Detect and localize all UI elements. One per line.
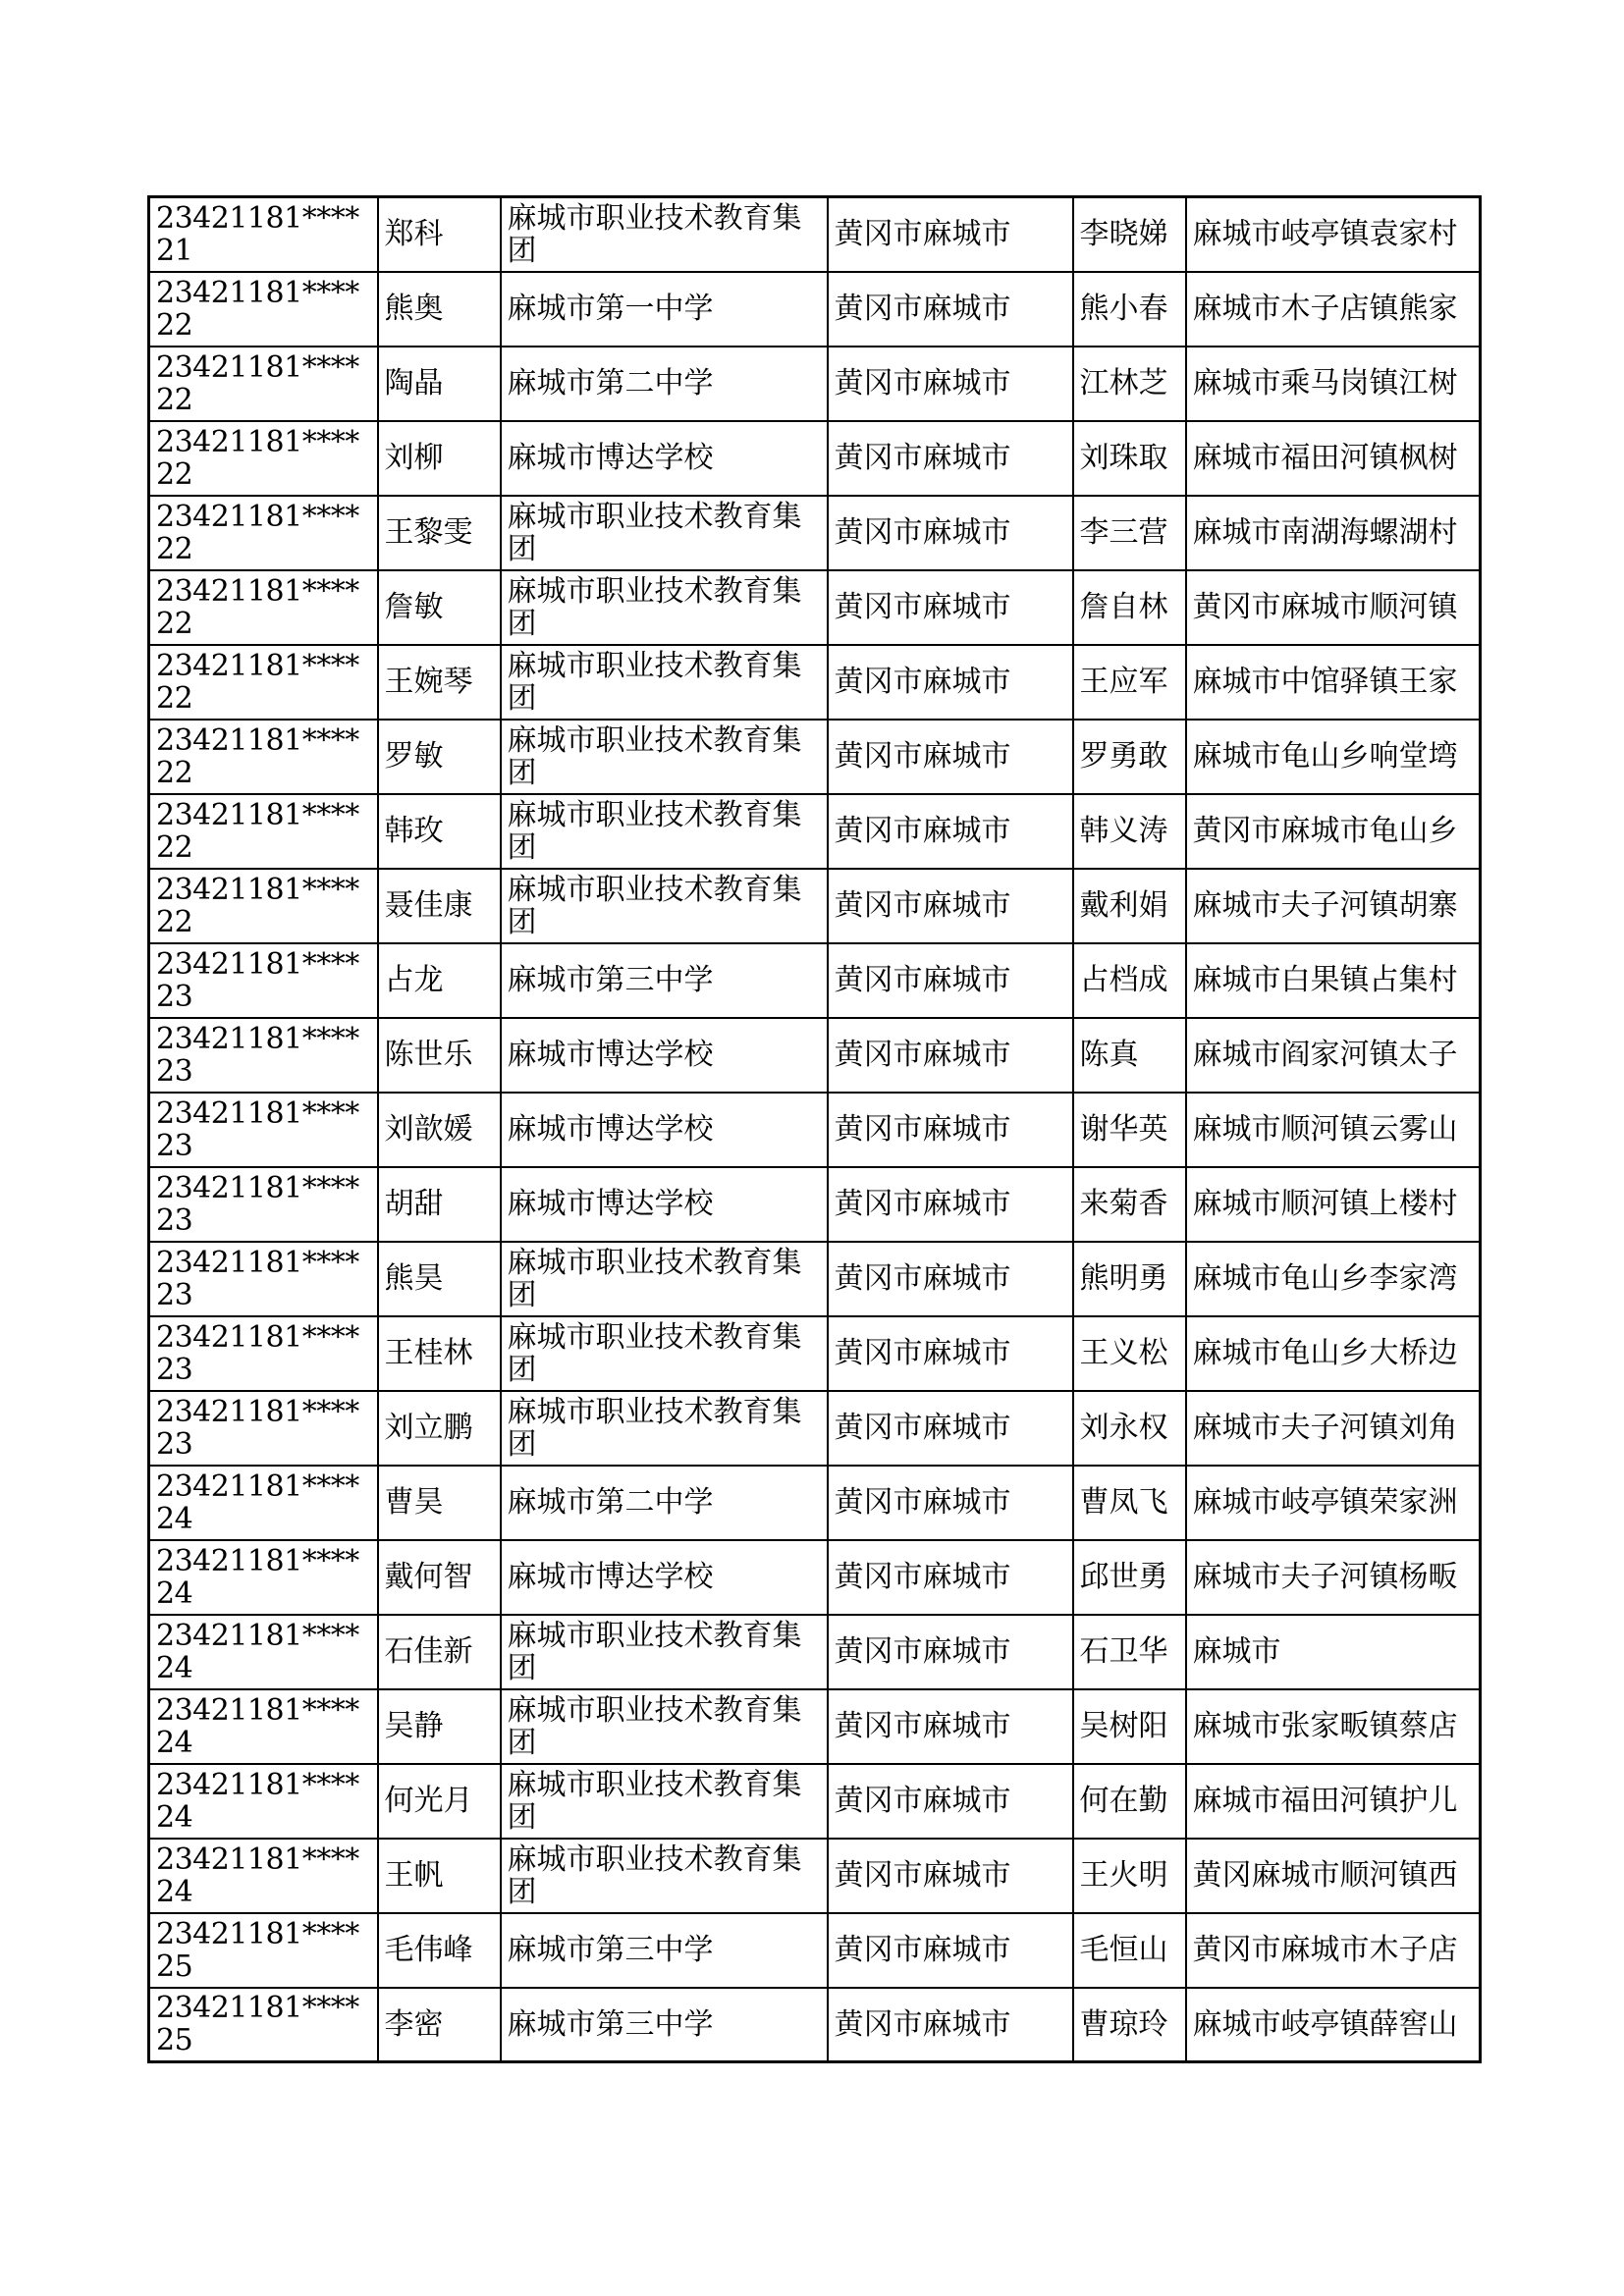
school-cell: 麻城市第一中学 bbox=[501, 272, 828, 347]
school-cell: 麻城市第二中学 bbox=[501, 347, 828, 421]
student-name-cell: 曹昊 bbox=[378, 1466, 501, 1540]
roster-table bbox=[147, 195, 1482, 2063]
table-row bbox=[149, 1839, 1481, 1913]
address-cell: 麻城市 bbox=[1186, 1615, 1481, 1689]
student-name-cell: 石佳新 bbox=[378, 1615, 501, 1689]
student-name-cell: 占龙 bbox=[378, 943, 501, 1018]
student-id-cell: 23421181****23 bbox=[149, 1242, 378, 1316]
school-cell: 麻城市职业技术教育集团 bbox=[501, 1391, 828, 1466]
school-cell: 麻城市职业技术教育集团 bbox=[501, 1689, 828, 1764]
region-cell: 黄冈市麻城市 bbox=[828, 1839, 1073, 1913]
student-name-cell: 王婉琴 bbox=[378, 645, 501, 720]
address-cell: 麻城市夫子河镇胡寨 bbox=[1186, 869, 1481, 943]
guardian-name-cell: 邱世勇 bbox=[1073, 1540, 1186, 1615]
region-cell: 黄冈市麻城市 bbox=[828, 496, 1073, 570]
table-row bbox=[149, 1242, 1481, 1316]
region-cell: 黄冈市麻城市 bbox=[828, 570, 1073, 645]
guardian-name-cell: 吴树阳 bbox=[1073, 1689, 1186, 1764]
region-cell: 黄冈市麻城市 bbox=[828, 1242, 1073, 1316]
student-id-cell: 23421181****22 bbox=[149, 347, 378, 421]
student-id-cell: 23421181****24 bbox=[149, 1764, 378, 1839]
school-cell: 麻城市博达学校 bbox=[501, 1018, 828, 1093]
address-cell: 黄冈市麻城市顺河镇 bbox=[1186, 570, 1481, 645]
table-row bbox=[149, 1316, 1481, 1391]
region-cell: 黄冈市麻城市 bbox=[828, 869, 1073, 943]
student-id-cell: 23421181****22 bbox=[149, 869, 378, 943]
student-name-cell: 吴静 bbox=[378, 1689, 501, 1764]
address-cell: 麻城市白果镇占集村 bbox=[1186, 943, 1481, 1018]
school-cell: 麻城市职业技术教育集团 bbox=[501, 794, 828, 869]
table-row bbox=[149, 1615, 1481, 1689]
student-name-cell: 刘立鹏 bbox=[378, 1391, 501, 1466]
student-id-cell: 23421181****24 bbox=[149, 1466, 378, 1540]
guardian-name-cell: 石卫华 bbox=[1073, 1615, 1186, 1689]
table-row bbox=[149, 869, 1481, 943]
region-cell: 黄冈市麻城市 bbox=[828, 1689, 1073, 1764]
school-cell: 麻城市职业技术教育集团 bbox=[501, 1316, 828, 1391]
student-id-cell: 23421181****24 bbox=[149, 1615, 378, 1689]
table-row bbox=[149, 496, 1481, 570]
table-row bbox=[149, 1764, 1481, 1839]
guardian-name-cell: 毛恒山 bbox=[1073, 1913, 1186, 1988]
school-cell: 麻城市职业技术教育集团 bbox=[501, 496, 828, 570]
school-cell: 麻城市职业技术教育集团 bbox=[501, 1615, 828, 1689]
guardian-name-cell: 韩义涛 bbox=[1073, 794, 1186, 869]
roster-table-body bbox=[149, 197, 1481, 2062]
student-name-cell: 王桂林 bbox=[378, 1316, 501, 1391]
guardian-name-cell: 占档成 bbox=[1073, 943, 1186, 1018]
student-name-cell: 陶晶 bbox=[378, 347, 501, 421]
table-row bbox=[149, 1093, 1481, 1167]
region-cell: 黄冈市麻城市 bbox=[828, 1764, 1073, 1839]
address-cell: 麻城市龟山乡响堂塆 bbox=[1186, 720, 1481, 794]
school-cell: 麻城市职业技术教育集团 bbox=[501, 1242, 828, 1316]
region-cell: 黄冈市麻城市 bbox=[828, 1167, 1073, 1242]
address-cell: 麻城市福田河镇护儿 bbox=[1186, 1764, 1481, 1839]
address-cell: 麻城市龟山乡李家湾 bbox=[1186, 1242, 1481, 1316]
table-row bbox=[149, 1167, 1481, 1242]
school-cell: 麻城市第三中学 bbox=[501, 1913, 828, 1988]
address-cell: 麻城市岐亭镇薛窖山 bbox=[1186, 1988, 1481, 2062]
table-row bbox=[149, 720, 1481, 794]
student-name-cell: 李密 bbox=[378, 1988, 501, 2062]
student-id-cell: 23421181****22 bbox=[149, 720, 378, 794]
guardian-name-cell: 詹自林 bbox=[1073, 570, 1186, 645]
region-cell: 黄冈市麻城市 bbox=[828, 272, 1073, 347]
student-name-cell: 刘柳 bbox=[378, 421, 501, 496]
region-cell: 黄冈市麻城市 bbox=[828, 1018, 1073, 1093]
table-row bbox=[149, 421, 1481, 496]
region-cell: 黄冈市麻城市 bbox=[828, 1466, 1073, 1540]
address-cell: 麻城市乘马岗镇江树 bbox=[1186, 347, 1481, 421]
table-row bbox=[149, 1391, 1481, 1466]
region-cell: 黄冈市麻城市 bbox=[828, 1093, 1073, 1167]
region-cell: 黄冈市麻城市 bbox=[828, 794, 1073, 869]
address-cell: 麻城市木子店镇熊家 bbox=[1186, 272, 1481, 347]
student-name-cell: 韩玫 bbox=[378, 794, 501, 869]
table-row bbox=[149, 1018, 1481, 1093]
guardian-name-cell: 曹凤飞 bbox=[1073, 1466, 1186, 1540]
guardian-name-cell: 王应军 bbox=[1073, 645, 1186, 720]
guardian-name-cell: 王火明 bbox=[1073, 1839, 1186, 1913]
school-cell: 麻城市职业技术教育集团 bbox=[501, 1839, 828, 1913]
school-cell: 麻城市职业技术教育集团 bbox=[501, 645, 828, 720]
student-name-cell: 刘歆媛 bbox=[378, 1093, 501, 1167]
region-cell: 黄冈市麻城市 bbox=[828, 1540, 1073, 1615]
address-cell: 麻城市夫子河镇刘角 bbox=[1186, 1391, 1481, 1466]
address-cell: 黄冈麻城市顺河镇西 bbox=[1186, 1839, 1481, 1913]
guardian-name-cell: 王义松 bbox=[1073, 1316, 1186, 1391]
address-cell: 麻城市中馆驿镇王家 bbox=[1186, 645, 1481, 720]
region-cell: 黄冈市麻城市 bbox=[828, 1913, 1073, 1988]
student-name-cell: 毛伟峰 bbox=[378, 1913, 501, 1988]
student-name-cell: 胡甜 bbox=[378, 1167, 501, 1242]
guardian-name-cell: 熊小春 bbox=[1073, 272, 1186, 347]
guardian-name-cell: 来菊香 bbox=[1073, 1167, 1186, 1242]
guardian-name-cell: 江林芝 bbox=[1073, 347, 1186, 421]
region-cell: 黄冈市麻城市 bbox=[828, 197, 1073, 272]
student-name-cell: 罗敏 bbox=[378, 720, 501, 794]
student-id-cell: 23421181****25 bbox=[149, 1913, 378, 1988]
table-row bbox=[149, 1689, 1481, 1764]
student-name-cell: 陈世乐 bbox=[378, 1018, 501, 1093]
region-cell: 黄冈市麻城市 bbox=[828, 1391, 1073, 1466]
student-id-cell: 23421181****23 bbox=[149, 1018, 378, 1093]
region-cell: 黄冈市麻城市 bbox=[828, 943, 1073, 1018]
student-id-cell: 23421181****22 bbox=[149, 645, 378, 720]
student-id-cell: 23421181****24 bbox=[149, 1839, 378, 1913]
address-cell: 麻城市岐亭镇荣家洲 bbox=[1186, 1466, 1481, 1540]
table-row bbox=[149, 1540, 1481, 1615]
address-cell: 麻城市夫子河镇杨畈 bbox=[1186, 1540, 1481, 1615]
school-cell: 麻城市职业技术教育集团 bbox=[501, 720, 828, 794]
student-name-cell: 熊奥 bbox=[378, 272, 501, 347]
address-cell: 麻城市南湖海螺湖村 bbox=[1186, 496, 1481, 570]
region-cell: 黄冈市麻城市 bbox=[828, 1988, 1073, 2062]
region-cell: 黄冈市麻城市 bbox=[828, 1316, 1073, 1391]
student-name-cell: 何光月 bbox=[378, 1764, 501, 1839]
student-id-cell: 23421181****21 bbox=[149, 197, 378, 272]
student-name-cell: 戴何智 bbox=[378, 1540, 501, 1615]
school-cell: 麻城市职业技术教育集团 bbox=[501, 1764, 828, 1839]
school-cell: 麻城市博达学校 bbox=[501, 1540, 828, 1615]
student-id-cell: 23421181****22 bbox=[149, 570, 378, 645]
student-id-cell: 23421181****23 bbox=[149, 1316, 378, 1391]
school-cell: 麻城市职业技术教育集团 bbox=[501, 197, 828, 272]
school-cell: 麻城市博达学校 bbox=[501, 1167, 828, 1242]
guardian-name-cell: 熊明勇 bbox=[1073, 1242, 1186, 1316]
guardian-name-cell: 戴利娟 bbox=[1073, 869, 1186, 943]
table-row bbox=[149, 570, 1481, 645]
region-cell: 黄冈市麻城市 bbox=[828, 421, 1073, 496]
address-cell: 黄冈市麻城市木子店 bbox=[1186, 1913, 1481, 1988]
region-cell: 黄冈市麻城市 bbox=[828, 347, 1073, 421]
guardian-name-cell: 李三营 bbox=[1073, 496, 1186, 570]
address-cell: 麻城市张家畈镇蔡店 bbox=[1186, 1689, 1481, 1764]
student-name-cell: 王帆 bbox=[378, 1839, 501, 1913]
school-cell: 麻城市第二中学 bbox=[501, 1466, 828, 1540]
student-name-cell: 聂佳康 bbox=[378, 869, 501, 943]
address-cell: 麻城市岐亭镇袁家村 bbox=[1186, 197, 1481, 272]
region-cell: 黄冈市麻城市 bbox=[828, 645, 1073, 720]
student-id-cell: 23421181****23 bbox=[149, 1167, 378, 1242]
table-row bbox=[149, 1988, 1481, 2062]
region-cell: 黄冈市麻城市 bbox=[828, 720, 1073, 794]
address-cell: 麻城市福田河镇枫树 bbox=[1186, 421, 1481, 496]
school-cell: 麻城市博达学校 bbox=[501, 421, 828, 496]
table-row bbox=[149, 347, 1481, 421]
guardian-name-cell: 谢华英 bbox=[1073, 1093, 1186, 1167]
student-id-cell: 23421181****23 bbox=[149, 1093, 378, 1167]
table-row bbox=[149, 1913, 1481, 1988]
address-cell: 麻城市顺河镇云雾山 bbox=[1186, 1093, 1481, 1167]
school-cell: 麻城市职业技术教育集团 bbox=[501, 570, 828, 645]
student-id-cell: 23421181****23 bbox=[149, 943, 378, 1018]
address-cell: 麻城市龟山乡大桥边 bbox=[1186, 1316, 1481, 1391]
table-row bbox=[149, 645, 1481, 720]
address-cell: 麻城市顺河镇上楼村 bbox=[1186, 1167, 1481, 1242]
guardian-name-cell: 曹琼玲 bbox=[1073, 1988, 1186, 2062]
student-name-cell: 郑科 bbox=[378, 197, 501, 272]
student-id-cell: 23421181****23 bbox=[149, 1391, 378, 1466]
student-id-cell: 23421181****22 bbox=[149, 272, 378, 347]
address-cell: 麻城市阎家河镇太子 bbox=[1186, 1018, 1481, 1093]
student-id-cell: 23421181****22 bbox=[149, 794, 378, 869]
table-row bbox=[149, 197, 1481, 272]
table-row bbox=[149, 1466, 1481, 1540]
table-row bbox=[149, 943, 1481, 1018]
table-row bbox=[149, 272, 1481, 347]
student-id-cell: 23421181****24 bbox=[149, 1540, 378, 1615]
school-cell: 麻城市博达学校 bbox=[501, 1093, 828, 1167]
student-id-cell: 23421181****22 bbox=[149, 421, 378, 496]
student-name-cell: 熊昊 bbox=[378, 1242, 501, 1316]
guardian-name-cell: 陈真 bbox=[1073, 1018, 1186, 1093]
address-cell: 黄冈市麻城市龟山乡 bbox=[1186, 794, 1481, 869]
student-id-cell: 23421181****25 bbox=[149, 1988, 378, 2062]
guardian-name-cell: 刘永权 bbox=[1073, 1391, 1186, 1466]
student-name-cell: 詹敏 bbox=[378, 570, 501, 645]
table-row bbox=[149, 794, 1481, 869]
region-cell: 黄冈市麻城市 bbox=[828, 1615, 1073, 1689]
student-id-cell: 23421181****24 bbox=[149, 1689, 378, 1764]
school-cell: 麻城市第三中学 bbox=[501, 943, 828, 1018]
school-cell: 麻城市职业技术教育集团 bbox=[501, 869, 828, 943]
student-id-cell: 23421181****22 bbox=[149, 496, 378, 570]
guardian-name-cell: 李晓娣 bbox=[1073, 197, 1186, 272]
school-cell: 麻城市第三中学 bbox=[501, 1988, 828, 2062]
guardian-name-cell: 刘珠取 bbox=[1073, 421, 1186, 496]
guardian-name-cell: 何在勤 bbox=[1073, 1764, 1186, 1839]
student-name-cell: 王黎雯 bbox=[378, 496, 501, 570]
guardian-name-cell: 罗勇敢 bbox=[1073, 720, 1186, 794]
